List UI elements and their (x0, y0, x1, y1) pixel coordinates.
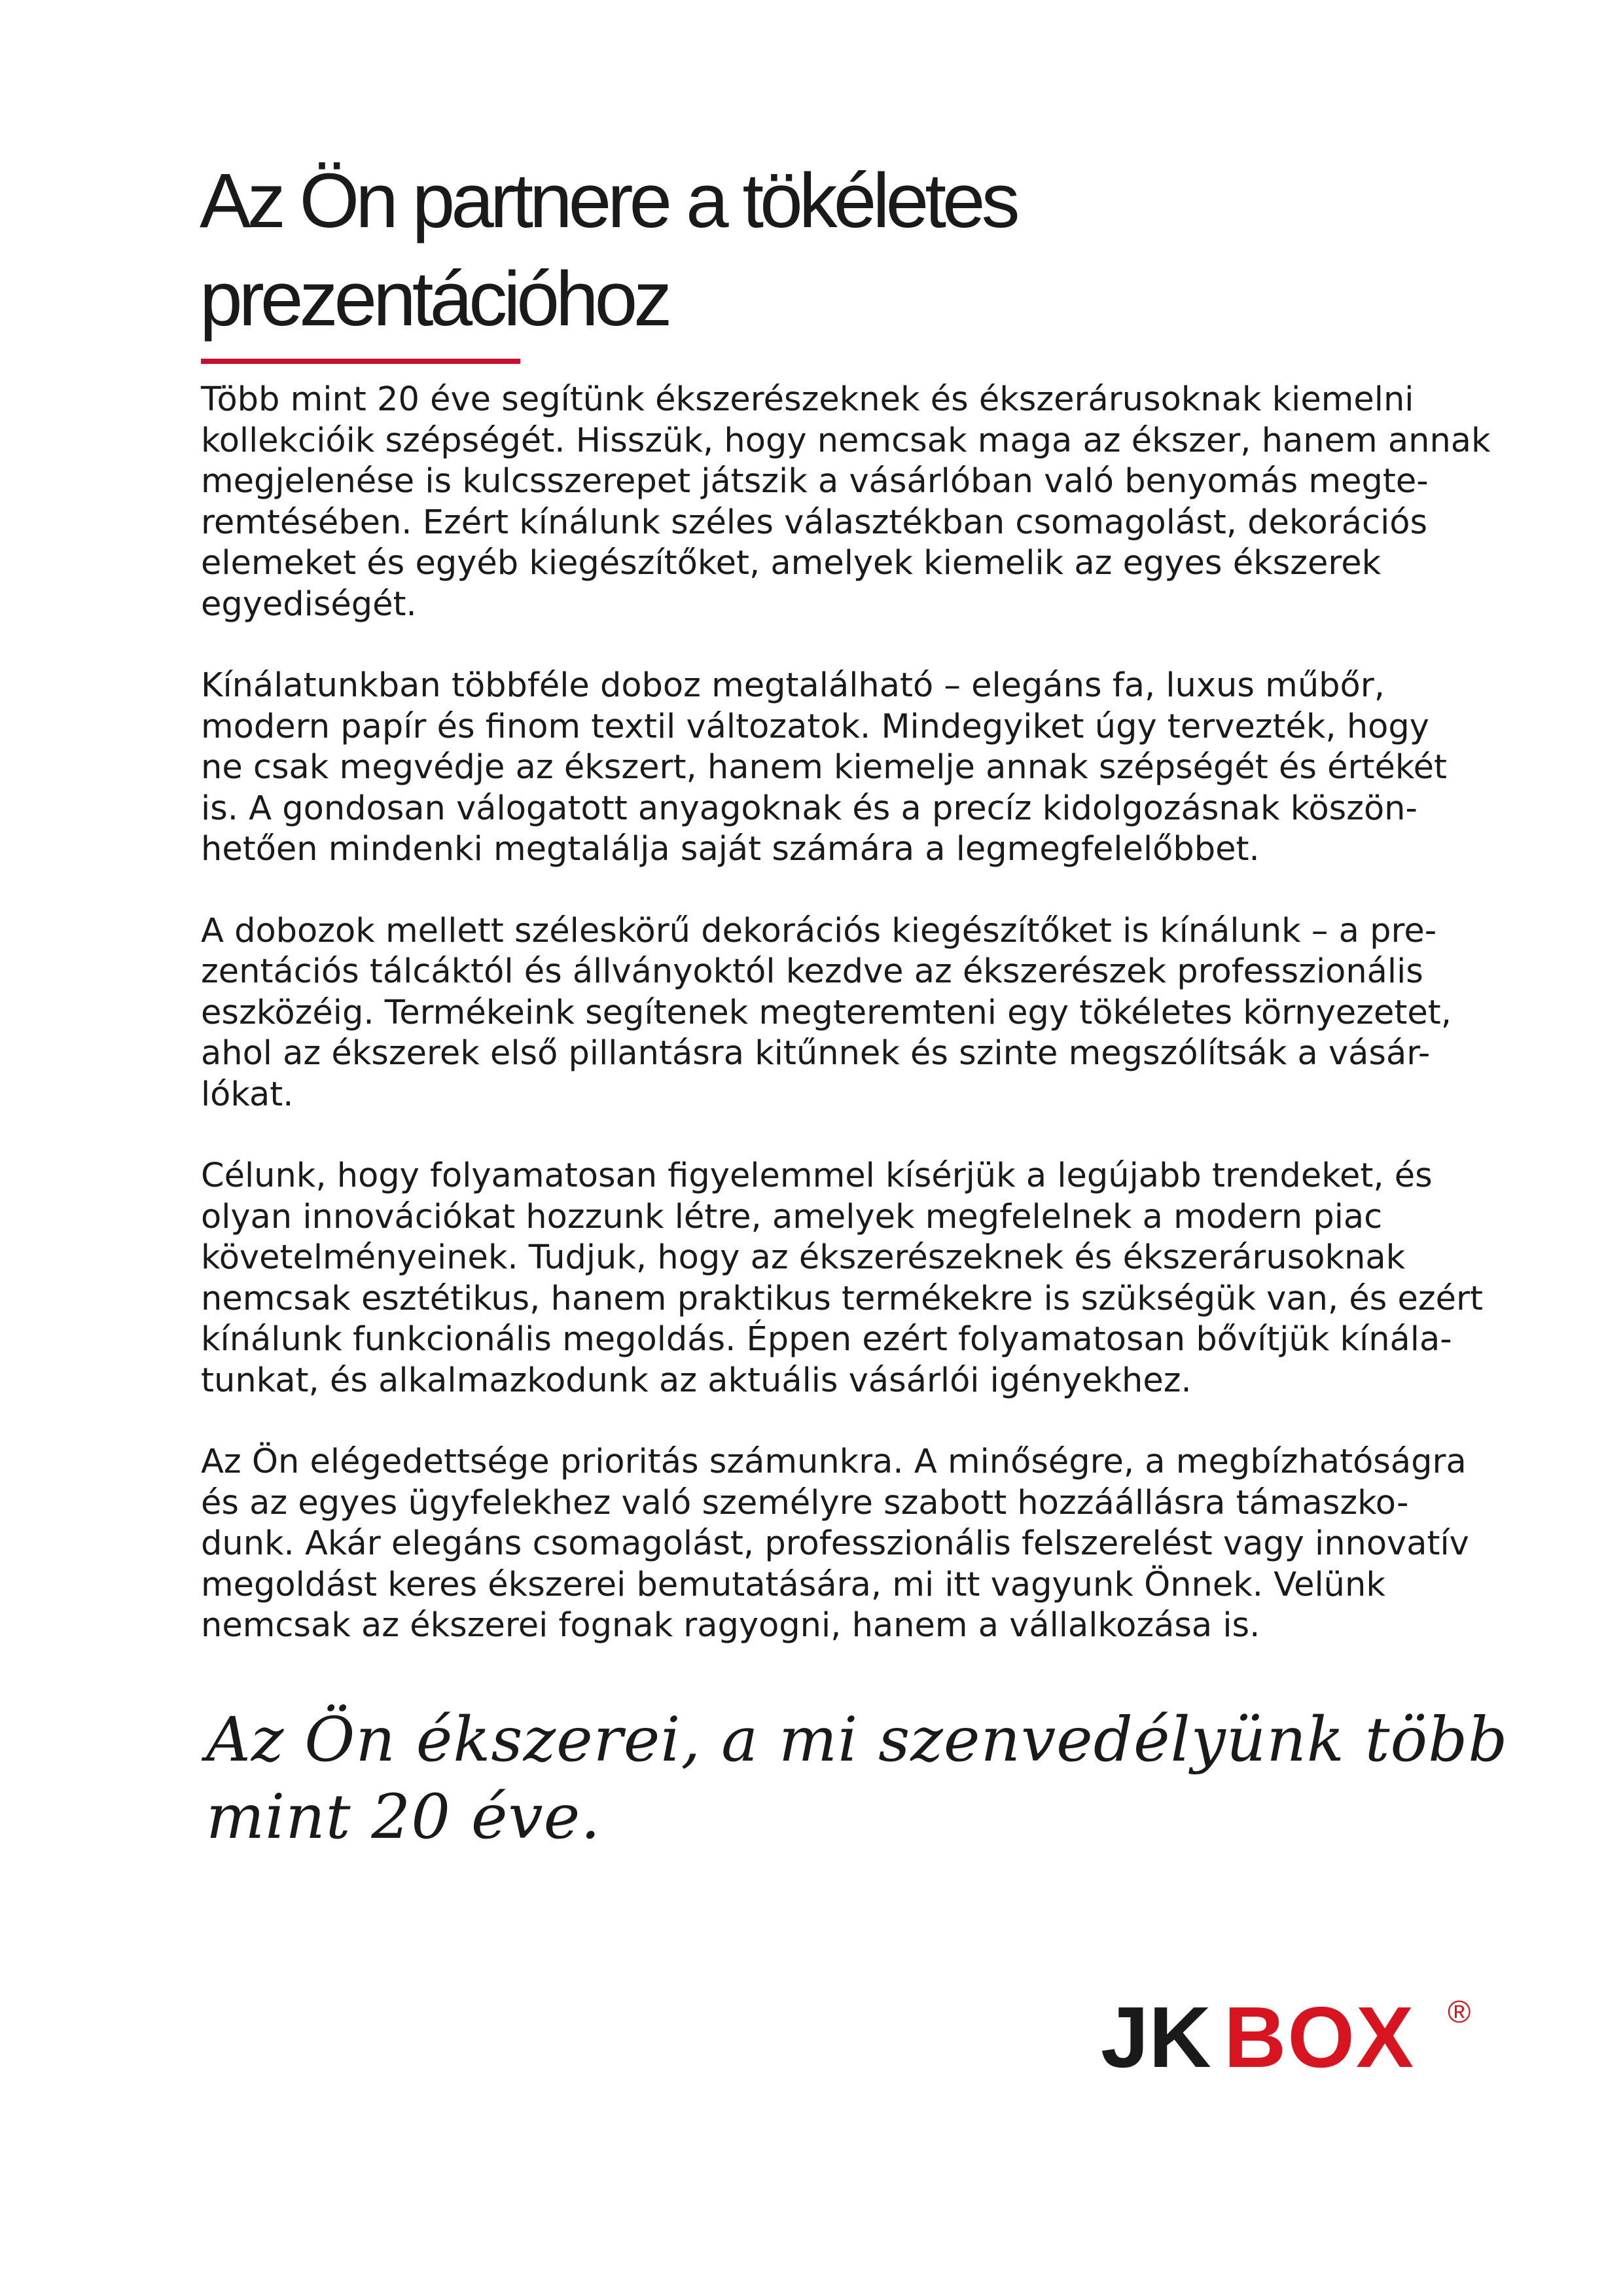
title-line-1: Az Ön partnere a tökéletes (200, 158, 1016, 244)
text-line: nemcsak az ékszerei fognak ragyogni, hanem a vállalkozása is. (201, 1606, 1260, 1645)
title-line-2: prezentációhoz (200, 256, 669, 342)
text-line: egyediségét. (201, 584, 417, 624)
text-line: kollekcióik szépségét. Hisszük, hogy nemcsak maga az ékszer, hanem annak (201, 421, 1491, 460)
paragraph-5 (201, 1442, 1503, 1647)
logo-text-box: BOX (1224, 1989, 1416, 2081)
text-line: hetően mindenki megtalálja saját számára a legmegfelelőbbet. (201, 830, 1260, 869)
slogan-line-1: Az Ön ékszerei, a mi szenvedélyünk több (206, 1704, 1508, 1776)
body-text (201, 380, 1503, 1687)
text-line: lókat. (201, 1075, 294, 1114)
text-line: elemeket és egyéb kiegészítőket, amelyek kiemelik az egyes ékszerek (201, 544, 1382, 583)
text-line: eszközéig. Termékeink segítenek megteremteni egy tökéletes környezetet, (201, 993, 1452, 1032)
text-line: és az egyes ügyfelekhez való személyre szabott hozzáállásra támaszko- (201, 1483, 1409, 1522)
text-line: követelményeinek. Tudjuk, hogy az ékszerészeknek és ékszerárusoknak (201, 1238, 1406, 1277)
page-title (200, 152, 1443, 348)
text-line: remtésében. Ezért kínálunk széles választékban csomagolást, dekorációs (201, 503, 1428, 542)
text-line: ne csak megvédje az ékszert, hanem kiemelje annak szépségét és értékét (201, 748, 1447, 787)
text-line: ahol az ékszerek első pillantásra kitűnnek és szinte megszólítsák a vásár- (201, 1034, 1431, 1073)
paragraph-3 (201, 911, 1503, 1116)
text-line: olyan innovációkat hozzunk létre, amelyek megfelelnek a modern piac (201, 1197, 1383, 1236)
title-underline (201, 359, 520, 364)
text-line: A dobozok mellett széleskörű dekorációs kiegészítőket is kínálunk – a pre- (201, 911, 1437, 950)
paragraph-2 (201, 666, 1503, 870)
paragraph-1 (201, 380, 1503, 625)
paragraph-4 (201, 1156, 1503, 1401)
text-line: dunk. Akár elegáns csomagolást, professzionális felszerelést vagy innovatív (201, 1524, 1469, 1563)
text-line: kínálunk funkcionális megoldás. Éppen ezért folyamatosan bővítjük kínála- (201, 1320, 1452, 1359)
text-line: Célunk, hogy folyamatosan figyelemmel kísérjük a legújabb trendeket, és (201, 1157, 1433, 1195)
text-line: Az Ön elégedettsége prioritás számunkra. A minőségre, a megbízhatóságra (201, 1443, 1467, 1481)
registered-mark: ® (1448, 1995, 1471, 2030)
text-line: nemcsak esztétikus, hanem praktikus termékekre is szükségük van, és ezért (201, 1279, 1483, 1318)
text-line: Több mint 20 éve segítünk ékszerészeknek és ékszerárusoknak kiemelni (201, 380, 1414, 419)
text-line: Kínálatunkban többféle doboz megtalálható – elegáns fa, luxus műbőr, (201, 666, 1385, 705)
jkbox-logo-svg (1099, 1983, 1479, 2081)
slogan (206, 1702, 1508, 1856)
text-line: megoldást keres ékszerei bemutatására, mi itt vagyunk Önnek. Velünk (201, 1565, 1385, 1604)
slogan-line-2: mint 20 éve. (206, 1782, 601, 1853)
jkbox-logo (1099, 1983, 1479, 2081)
text-line: tunkat, és alkalmazkodunk az aktuális vásárlói igényekhez. (201, 1361, 1192, 1400)
text-line: megjelenése is kulcsszerepet játszik a vásárlóban való benyomás megte- (201, 462, 1429, 501)
logo-text-jk: JK (1101, 1989, 1211, 2081)
text-line: zentációs tálcáktól és állványoktól kezdve az ékszerészek professzionális (201, 952, 1423, 991)
text-line: is. A gondosan válogatott anyagoknak és a precíz kidolgozásnak köszön- (201, 789, 1418, 828)
text-line: modern papír és finom textil változatok. Mindegyiket úgy tervezték, hogy (201, 707, 1429, 746)
